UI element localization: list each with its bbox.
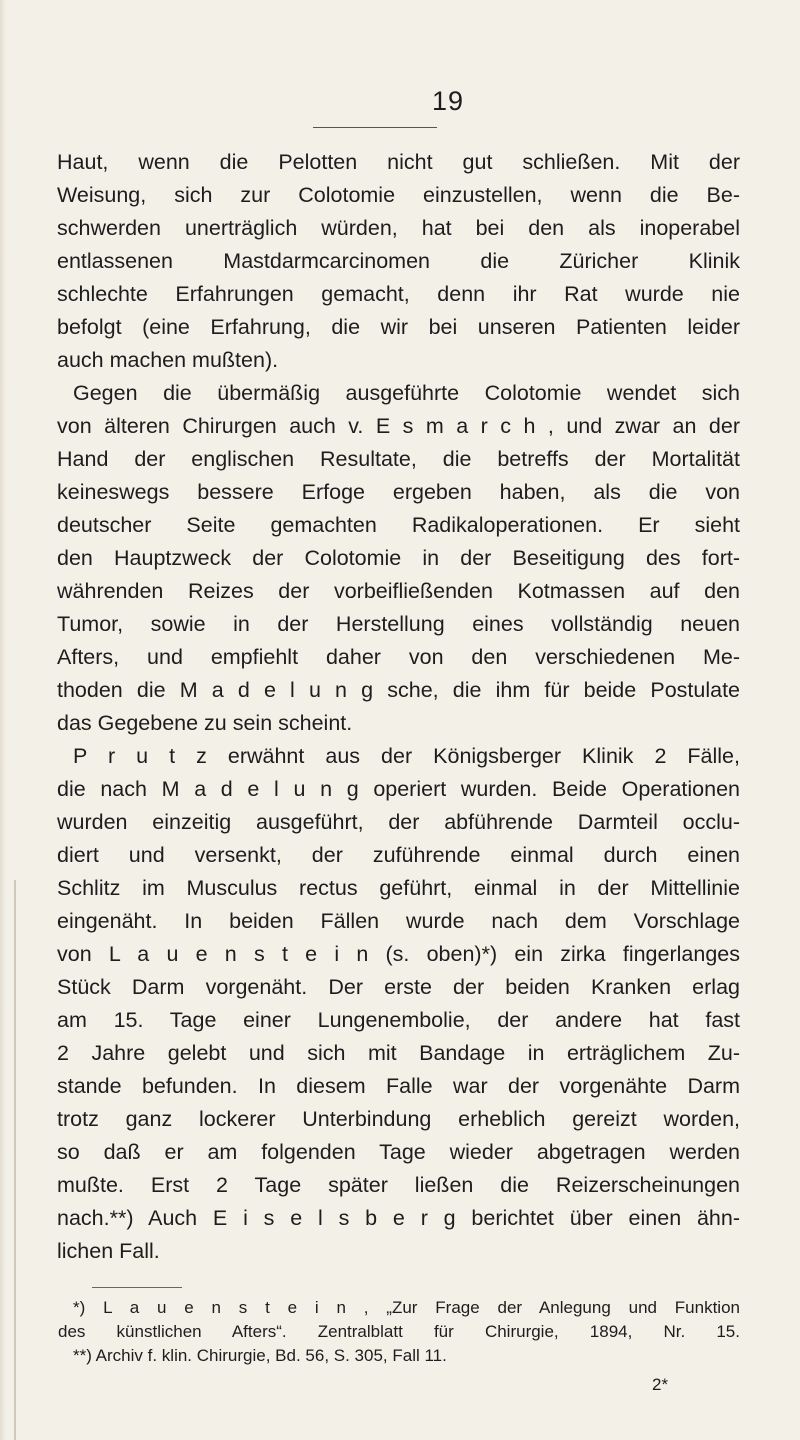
text-line: die nach M a d e l u n g operiert wurden. Beide Operationen bbox=[57, 777, 740, 801]
text-line: Tumor, sowie in der Herstellung eines vollständig neuen bbox=[57, 612, 740, 636]
text-line: thoden die M a d e l u n g sche, die ihm für beide Postulate bbox=[57, 678, 740, 702]
footnote-line: *) L a u e n s t e i n , „Zur Frage der Anlegung und Funktion bbox=[73, 1298, 740, 1317]
text-line: auch machen mußten). bbox=[57, 348, 279, 372]
text-line: befolgt (eine Erfahrung, die wir bei unseren Patienten leider bbox=[57, 315, 740, 339]
text-line: Stück Darm vorgenäht. Der erste der beiden Kranken erlag bbox=[57, 975, 740, 999]
text-line: mußte. Erst 2 Tage später ließen die Reizerscheinungen bbox=[57, 1173, 740, 1197]
printer-signature: 2* bbox=[652, 1375, 669, 1394]
text-line: währenden Reizes der vorbeifließenden Kotmassen auf den bbox=[57, 579, 740, 603]
text-line: diert und versenkt, der zuführende einmal durch einen bbox=[57, 843, 740, 867]
text-line: am 15. Tage einer Lungenembolie, der andere hat fast bbox=[57, 1008, 740, 1032]
page-number-text: 19 bbox=[431, 86, 465, 116]
text-line: lichen Fall. bbox=[57, 1239, 160, 1263]
text-line: trotz ganz lockerer Unterbindung erheblich gereizt worden, bbox=[57, 1107, 740, 1131]
text-line: keineswegs bessere Erfoge ergeben haben, als die von bbox=[57, 480, 740, 504]
text-line: nach.**) Auch E i s e l s b e r g berichtet über einen ähn- bbox=[57, 1206, 740, 1230]
text-line: von älteren Chirurgen auch v. E s m a r c h , und zwar an der bbox=[57, 414, 740, 438]
text-line: schwerden unerträglich würden, hat bei den als inoperabel bbox=[57, 216, 740, 240]
body-text bbox=[0, 146, 800, 1286]
footnote-line: **) Archiv f. klin. Chirurgie, Bd. 56, S. 305, Fall 11. bbox=[73, 1346, 447, 1365]
text-line: deutscher Seite gemachten Radikaloperationen. Er sieht bbox=[57, 513, 740, 537]
text-line: von L a u e n s t e i n (s. oben)*) ein zirka fingerlanges bbox=[57, 942, 740, 966]
text-line: Afters, und empfiehlt daher von den verschiedenen Me- bbox=[57, 645, 740, 669]
page-number bbox=[0, 86, 800, 117]
footnote-rule bbox=[92, 1287, 182, 1288]
text-line: Hand der englischen Resultate, die betreffs der Mortalität bbox=[57, 447, 740, 471]
text-line: stande befunden. In diesem Falle war der vorgenähte Darm bbox=[57, 1074, 740, 1098]
text-line: den Hauptzweck der Colotomie in der Beseitigung des fort- bbox=[57, 546, 740, 570]
text-line: eingenäht. In beiden Fällen wurde nach dem Vorschlage bbox=[57, 909, 740, 933]
text-line: wurden einzeitig ausgeführt, der abführende Darmteil occlu- bbox=[57, 810, 740, 834]
text-line: 2 Jahre gelebt und sich mit Bandage in erträglichem Zu- bbox=[57, 1041, 740, 1065]
text-line: entlassenen Mastdarmcarcinomen die Züricher Klinik bbox=[57, 249, 740, 273]
text-line: Haut, wenn die Pelotten nicht gut schließen. Mit der bbox=[57, 150, 740, 174]
footnote-line: des künstlichen Afters“. Zentralblatt für Chirurgie, 1894, Nr. 15. bbox=[58, 1322, 740, 1341]
text-line: schlechte Erfahrungen gemacht, denn ihr Rat wurde nie bbox=[57, 282, 740, 306]
text-line: Schlitz im Musculus rectus geführt, einmal in der Mittellinie bbox=[57, 876, 740, 900]
text-line: so daß er am folgenden Tage wieder abgetragen werden bbox=[57, 1140, 740, 1164]
text-line: Gegen die übermäßig ausgeführte Colotomie wendet sich bbox=[73, 381, 740, 405]
header-rule bbox=[313, 127, 437, 128]
text-line: P r u t z erwähnt aus der Königsberger Klinik 2 Fälle, bbox=[73, 744, 740, 768]
text-line: Weisung, sich zur Colotomie einzustellen, wenn die Be- bbox=[57, 183, 740, 207]
text-line: das Gegebene zu sein scheint. bbox=[57, 711, 353, 735]
